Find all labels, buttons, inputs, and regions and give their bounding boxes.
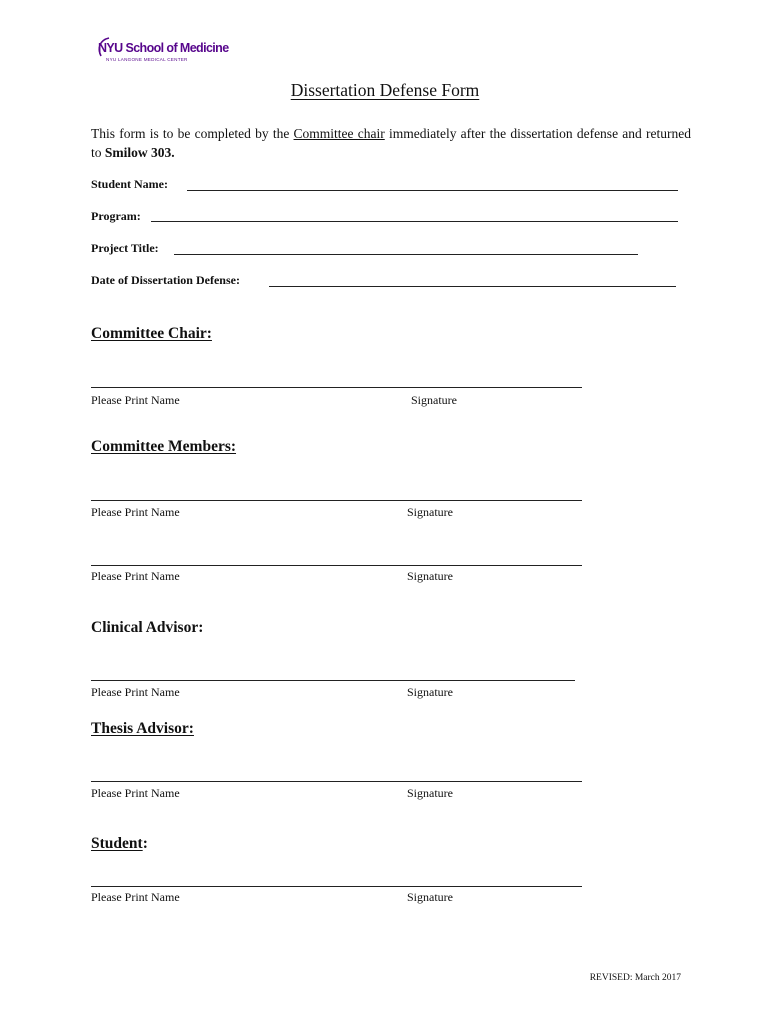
intro-text-2: immediately after the dissertation defense and returned to: [91, 126, 691, 160]
committee-chair-ref: Committee chair: [293, 126, 385, 141]
chair-print-name-caption: Please Print Name: [91, 393, 180, 407]
student-print-name-caption: Please Print Name: [91, 890, 180, 904]
committee-chair-heading-text: Committee Chair:: [91, 325, 212, 342]
committee-members-heading-text: Committee Members:: [91, 438, 237, 455]
student-heading-colon: :: [142, 835, 148, 852]
logo-subtitle: NYU LANGONE MEDICAL CENTER: [106, 57, 188, 62]
student-heading-text: Student: [91, 835, 143, 852]
committee-members-heading: [91, 437, 236, 457]
clinical-advisor-heading: [91, 618, 203, 638]
student-name-label: Student Name:: [91, 177, 168, 191]
logo-name: NYU School of Medicine: [98, 41, 229, 55]
clinical-advisor-heading-text: Clinical Advisor:: [91, 619, 204, 636]
thesis-advisor-print-name-caption: Please Print Name: [91, 786, 180, 800]
student-heading: [91, 834, 148, 854]
program-label: Program:: [91, 209, 141, 223]
member2-print-name-caption: Please Print Name: [91, 569, 180, 583]
return-location: Smilow 303.: [104, 145, 175, 160]
member1-signature-caption: Signature: [407, 505, 453, 519]
revised-date: REVISED: March 2017: [589, 973, 681, 983]
defense-date-field[interactable]: [269, 286, 676, 287]
clinical-advisor-signature-caption: Signature: [407, 685, 453, 699]
project-title-field[interactable]: [174, 254, 638, 255]
chair-signature-line[interactable]: [91, 387, 582, 388]
defense-date-label: Date of Dissertation Defense:: [91, 273, 240, 287]
clinical-advisor-signature-line[interactable]: [91, 680, 575, 681]
member1-signature-line[interactable]: [91, 500, 582, 501]
student-signature-line[interactable]: [91, 886, 582, 887]
thesis-advisor-signature-line[interactable]: [91, 781, 582, 782]
program-field[interactable]: [151, 221, 678, 222]
member2-signature-caption: Signature: [407, 569, 453, 583]
thesis-advisor-heading-text: Thesis Advisor:: [91, 720, 194, 737]
chair-signature-caption: Signature: [411, 393, 457, 407]
intro-text-1: This form is to be completed by the: [91, 126, 294, 141]
member1-print-name-caption: Please Print Name: [91, 505, 180, 519]
project-title-label: Project Title:: [91, 241, 159, 255]
committee-chair-heading: [91, 324, 212, 344]
thesis-advisor-signature-caption: Signature: [407, 786, 453, 800]
student-signature-caption: Signature: [407, 890, 453, 904]
student-name-field[interactable]: [187, 190, 678, 191]
member2-signature-line[interactable]: [91, 565, 582, 566]
nyu-logo: [98, 40, 229, 74]
intro-paragraph: [91, 124, 691, 162]
thesis-advisor-heading: [91, 719, 194, 739]
clinical-advisor-print-name-caption: Please Print Name: [91, 685, 180, 699]
form-title: Dissertation Defense Form: [290, 80, 480, 100]
